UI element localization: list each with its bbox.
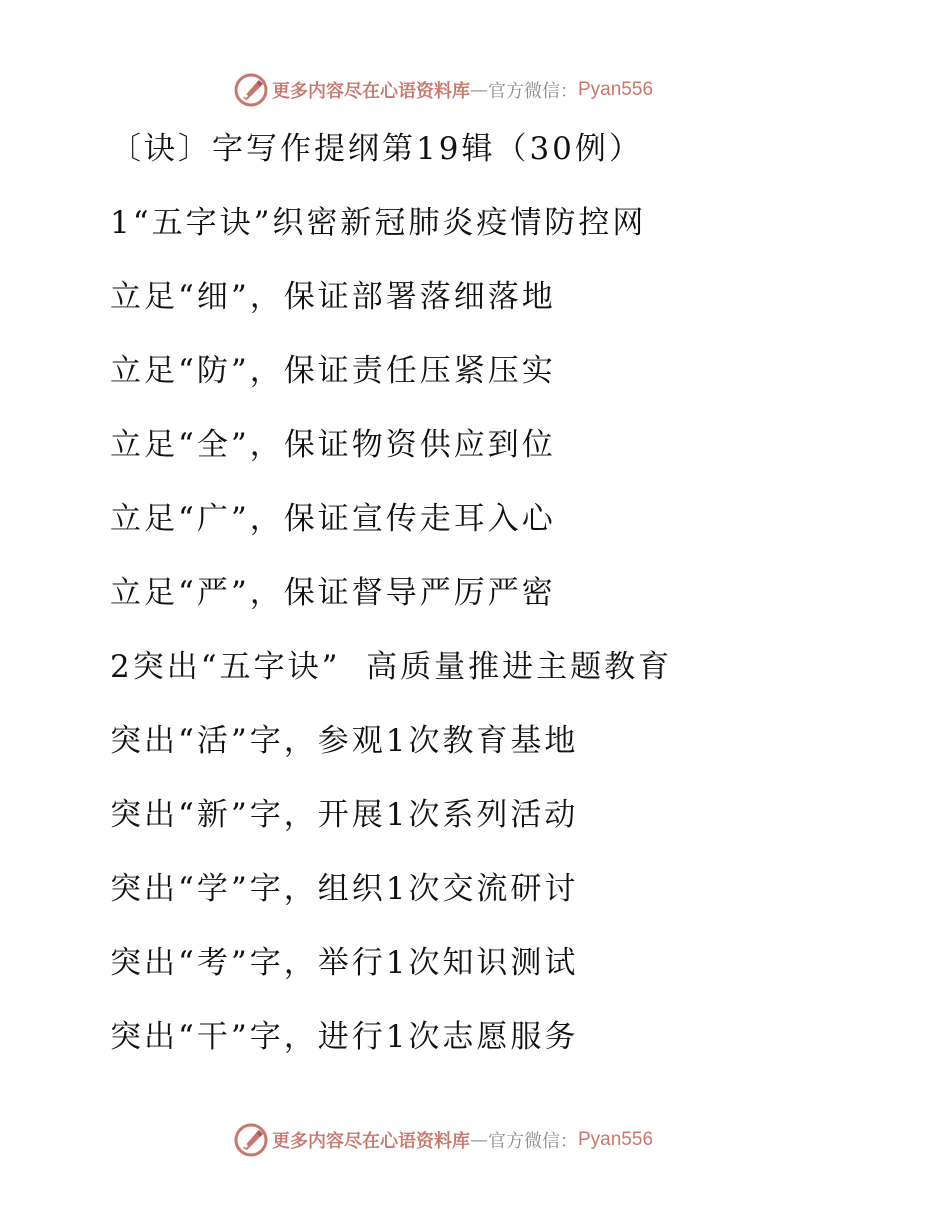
- pen-logo-icon: [234, 73, 268, 107]
- outline-heading-2: 2突出“五字诀” 高质量推进主题教育: [110, 649, 673, 685]
- watermark-brand-text: 更多内容尽在心语资料库: [272, 1131, 470, 1152]
- document-title: 〔诀〕字写作提纲第19辑（30例）: [110, 131, 643, 167]
- footer-watermark: [234, 1122, 653, 1158]
- outline-item: 立足“防”，保证责任压紧压实: [110, 353, 556, 389]
- watermark-wechat-id: Pyan556: [578, 79, 654, 100]
- outline-item: 立足“严”，保证督导严厉严密: [110, 575, 556, 611]
- watermark-official-label: 官方微信：: [488, 81, 578, 102]
- watermark-dash: —: [470, 1129, 488, 1151]
- outline-item: 突出“活”字，参观1次教育基地: [110, 723, 579, 759]
- outline-heading-1: 1“五字诀”织密新冠肺炎疫情防控网: [110, 205, 647, 241]
- outline-item: 突出“考”字，举行1次知识测试: [110, 945, 579, 981]
- outline-item: 立足“全”，保证物资供应到位: [110, 427, 556, 463]
- pen-logo-icon: [234, 1123, 268, 1157]
- outline-item: 突出“学”字，组织1次交流研讨: [110, 871, 579, 907]
- watermark-dash: —: [470, 79, 488, 101]
- outline-item: 突出“干”字，进行1次志愿服务: [110, 1019, 579, 1055]
- document-body: [110, 112, 910, 1074]
- outline-item: 立足“细”，保证部署落细落地: [110, 279, 556, 315]
- header-watermark: [234, 72, 653, 108]
- watermark-wechat-id: Pyan556: [578, 1129, 654, 1150]
- outline-item: 突出“新”字，开展1次系列活动: [110, 797, 579, 833]
- watermark-brand-text: 更多内容尽在心语资料库: [272, 81, 470, 102]
- watermark-official-label: 官方微信：: [488, 1131, 578, 1152]
- outline-item: 立足“广”，保证宣传走耳入心: [110, 501, 556, 537]
